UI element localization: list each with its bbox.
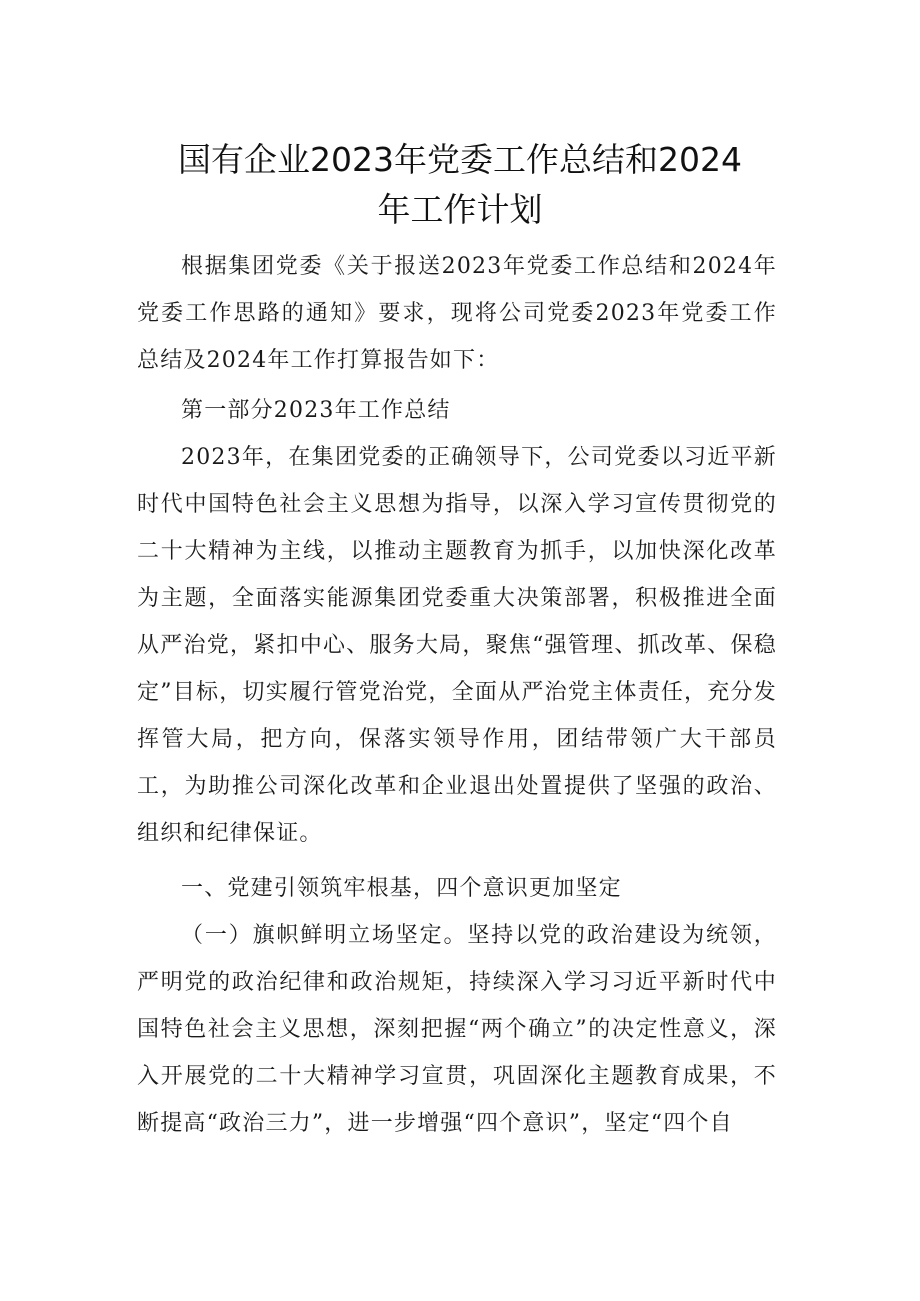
document-title-line-1: 国有企业2023年党委工作总结和2024 (178, 140, 742, 179)
intro-paragraph: 根据集团党委《关于报送2023年党委工作总结和2024年党委工作思路的通知》要求，现将公司党委2023年党委工作总结及2024年工作打算报告如下： (137, 254, 777, 373)
heading-1: 一、党建引领筑牢根基，四个意识更加坚定 (181, 876, 622, 901)
document-title-line-2: 年工作计划 (377, 190, 543, 229)
sub-paragraph-1: （一）旗帜鲜明立场坚定。坚持以党的政治建设为统领，严明党的政治纪律和政治规矩，持续深入学习习近平新时代中国特色社会主义思想，深刻把握“两个确立”的决定性意义，深入开展党的二十大精神学习宣贯，巩固深化主题教育成果，不断提高“政治三力”，进一步增强“四个意识”，坚定“四个自 (137, 923, 777, 1136)
section-heading: 第一部分2023年工作总结 (181, 398, 451, 423)
summary-paragraph: 2023年，在集团党委的正确领导下，公司党委以习近平新时代中国特色社会主义思想为指导，以深入学习宣传贯彻党的二十大精神为主线，以推动主题教育为抓手，以加快深化改革为主题，全面落实能源集团党委重大决策部署，积极推进全面从严治党，紧扣中心、服务大局，聚焦“强管理、抓改革、保稳定”目标，切实履行管党治党，全面从严治党主体责任，充分发挥管大局，把方向，保落实领导作用，团结带领广大干部员工，为助推公司深化改革和企业退出处置提供了坚强的政治、组织和纪律保证。 (137, 445, 777, 846)
